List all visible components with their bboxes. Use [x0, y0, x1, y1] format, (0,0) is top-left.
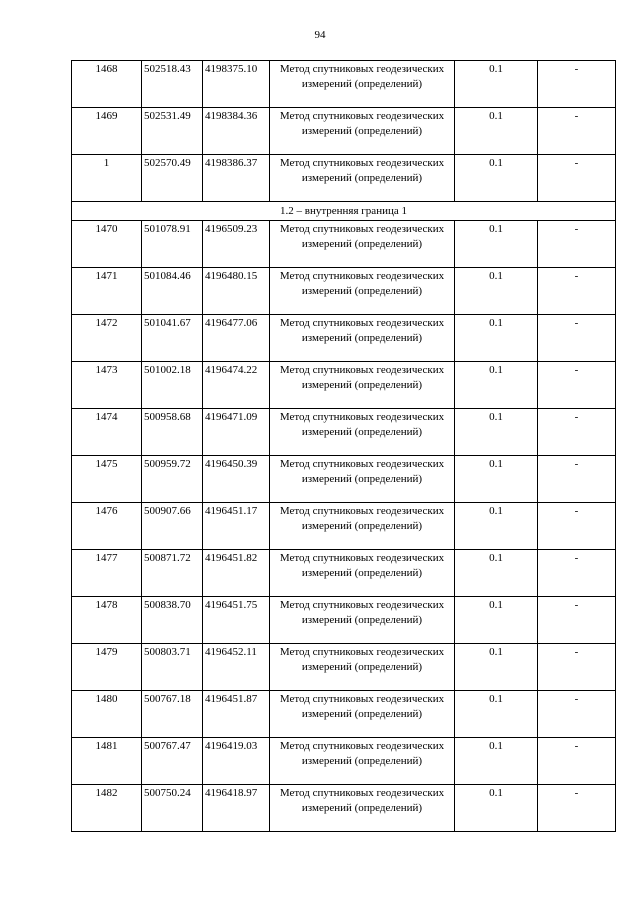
accuracy-cell: 0.1 [455, 691, 538, 738]
x-coordinate-cell: 500838.70 [142, 597, 203, 644]
description-cell: - [538, 155, 616, 202]
method-cell: Метод спутниковых геодезических измерений (определений) [270, 597, 455, 644]
accuracy-cell: 0.1 [455, 409, 538, 456]
description-cell: - [538, 550, 616, 597]
accuracy-cell: 0.1 [455, 644, 538, 691]
method-cell: Метод спутниковых геодезических измерений (определений) [270, 268, 455, 315]
y-coordinate-cell: 4196452.11 [203, 644, 270, 691]
table-row [72, 268, 616, 315]
point-number-cell: 1468 [72, 61, 142, 108]
table-row [72, 108, 616, 155]
description-cell: - [538, 738, 616, 785]
y-coordinate-cell: 4196509.23 [203, 221, 270, 268]
point-number-cell: 1470 [72, 221, 142, 268]
y-coordinate-cell: 4196477.06 [203, 315, 270, 362]
point-number-cell: 1471 [72, 268, 142, 315]
method-cell: Метод спутниковых геодезических измерений (определений) [270, 550, 455, 597]
accuracy-cell: 0.1 [455, 785, 538, 832]
description-cell: - [538, 108, 616, 155]
description-cell: - [538, 597, 616, 644]
x-coordinate-cell: 502531.49 [142, 108, 203, 155]
point-number-cell: 1475 [72, 456, 142, 503]
method-cell: Метод спутниковых геодезических измерений (определений) [270, 409, 455, 456]
table-row [72, 315, 616, 362]
description-cell: - [538, 61, 616, 108]
y-coordinate-cell: 4196418.97 [203, 785, 270, 832]
table-row [72, 644, 616, 691]
description-cell: - [538, 644, 616, 691]
table-row [72, 738, 616, 785]
description-cell: - [538, 409, 616, 456]
y-coordinate-cell: 4196419.03 [203, 738, 270, 785]
description-cell: - [538, 362, 616, 409]
y-coordinate-cell: 4196451.75 [203, 597, 270, 644]
table-row [72, 456, 616, 503]
section-heading-row [72, 202, 616, 221]
description-cell: - [538, 268, 616, 315]
description-cell: - [538, 221, 616, 268]
description-cell: - [538, 691, 616, 738]
x-coordinate-cell: 500959.72 [142, 456, 203, 503]
x-coordinate-cell: 500871.72 [142, 550, 203, 597]
coordinates-table [71, 60, 616, 832]
x-coordinate-cell: 501084.46 [142, 268, 203, 315]
section-heading: 1.2 – внутренняя граница 1 [72, 202, 616, 221]
method-cell: Метод спутниковых геодезических измерений (определений) [270, 221, 455, 268]
method-cell: Метод спутниковых геодезических измерений (определений) [270, 691, 455, 738]
method-cell: Метод спутниковых геодезических измерений (определений) [270, 155, 455, 202]
table-row [72, 785, 616, 832]
table-row [72, 597, 616, 644]
y-coordinate-cell: 4198386.37 [203, 155, 270, 202]
y-coordinate-cell: 4196451.82 [203, 550, 270, 597]
y-coordinate-cell: 4196471.09 [203, 409, 270, 456]
point-number-cell: 1477 [72, 550, 142, 597]
x-coordinate-cell: 500803.71 [142, 644, 203, 691]
method-cell: Метод спутниковых геодезических измерений (определений) [270, 503, 455, 550]
coordinates-table-body [72, 61, 616, 832]
point-number-cell: 1469 [72, 108, 142, 155]
accuracy-cell: 0.1 [455, 503, 538, 550]
method-cell: Метод спутниковых геодезических измерений (определений) [270, 644, 455, 691]
y-coordinate-cell: 4196480.15 [203, 268, 270, 315]
accuracy-cell: 0.1 [455, 550, 538, 597]
description-cell: - [538, 315, 616, 362]
accuracy-cell: 0.1 [455, 315, 538, 362]
point-number-cell: 1476 [72, 503, 142, 550]
point-number-cell: 1472 [72, 315, 142, 362]
table-row [72, 691, 616, 738]
method-cell: Метод спутниковых геодезических измерений (определений) [270, 456, 455, 503]
method-cell: Метод спутниковых геодезических измерений (определений) [270, 108, 455, 155]
table-row [72, 221, 616, 268]
description-cell: - [538, 456, 616, 503]
x-coordinate-cell: 500750.24 [142, 785, 203, 832]
description-cell: - [538, 503, 616, 550]
x-coordinate-cell: 500767.18 [142, 691, 203, 738]
point-number-cell: 1480 [72, 691, 142, 738]
x-coordinate-cell: 501041.67 [142, 315, 203, 362]
accuracy-cell: 0.1 [455, 456, 538, 503]
point-number-cell: 1482 [72, 785, 142, 832]
x-coordinate-cell: 501002.18 [142, 362, 203, 409]
point-number-cell: 1481 [72, 738, 142, 785]
point-number-cell: 1473 [72, 362, 142, 409]
table-row [72, 550, 616, 597]
method-cell: Метод спутниковых геодезических измерений (определений) [270, 738, 455, 785]
method-cell: Метод спутниковых геодезических измерений (определений) [270, 61, 455, 108]
x-coordinate-cell: 500958.68 [142, 409, 203, 456]
description-cell: - [538, 785, 616, 832]
point-number-cell: 1478 [72, 597, 142, 644]
table-row [72, 61, 616, 108]
point-number-cell: 1479 [72, 644, 142, 691]
accuracy-cell: 0.1 [455, 597, 538, 644]
y-coordinate-cell: 4198384.36 [203, 108, 270, 155]
accuracy-cell: 0.1 [455, 61, 538, 108]
table-row [72, 362, 616, 409]
y-coordinate-cell: 4196450.39 [203, 456, 270, 503]
x-coordinate-cell: 500767.47 [142, 738, 203, 785]
y-coordinate-cell: 4196451.17 [203, 503, 270, 550]
table-row [72, 155, 616, 202]
method-cell: Метод спутниковых геодезических измерений (определений) [270, 785, 455, 832]
accuracy-cell: 0.1 [455, 738, 538, 785]
method-cell: Метод спутниковых геодезических измерений (определений) [270, 315, 455, 362]
accuracy-cell: 0.1 [455, 362, 538, 409]
x-coordinate-cell: 502570.49 [142, 155, 203, 202]
y-coordinate-cell: 4198375.10 [203, 61, 270, 108]
x-coordinate-cell: 500907.66 [142, 503, 203, 550]
accuracy-cell: 0.1 [455, 268, 538, 315]
x-coordinate-cell: 502518.43 [142, 61, 203, 108]
accuracy-cell: 0.1 [455, 108, 538, 155]
x-coordinate-cell: 501078.91 [142, 221, 203, 268]
table-row [72, 409, 616, 456]
method-cell: Метод спутниковых геодезических измерений (определений) [270, 362, 455, 409]
accuracy-cell: 0.1 [455, 221, 538, 268]
y-coordinate-cell: 4196474.22 [203, 362, 270, 409]
accuracy-cell: 0.1 [455, 155, 538, 202]
y-coordinate-cell: 4196451.87 [203, 691, 270, 738]
point-number-cell: 1 [72, 155, 142, 202]
page-number: 94 [314, 29, 326, 41]
table-row [72, 503, 616, 550]
point-number-cell: 1474 [72, 409, 142, 456]
